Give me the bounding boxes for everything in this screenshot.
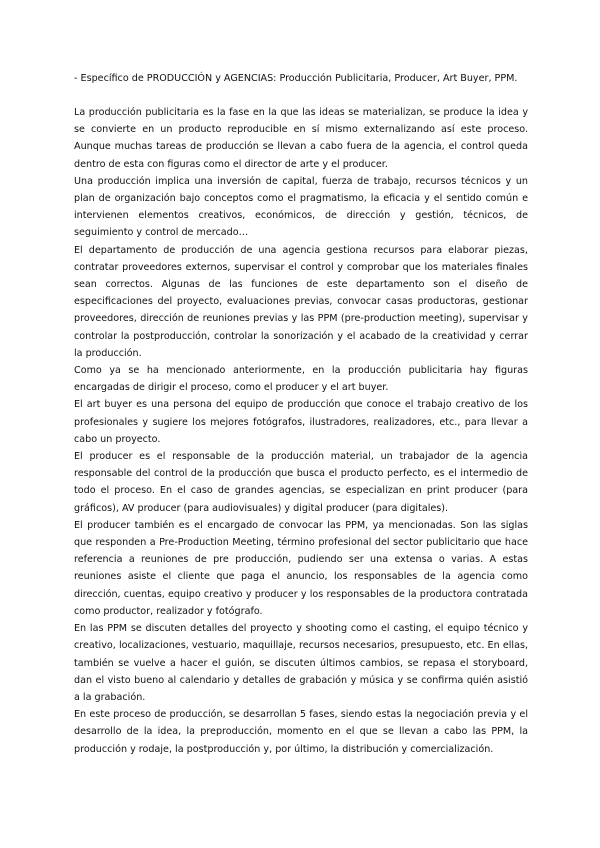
paragraph-ppm-details: En las PPM se discuten detalles del proyecto y shooting como el casting, el equipo técnico y creativo, localizaciones, vestuario, maquillaje, recursos necesarios, presupuesto, etc. En ellas, también se vuelve a hacer el guión, se discuten últimos cambios, se repasa el storyboard, dan el visto bueno al calendario y detalles de grabación y música y se confirma quién asistió a la grabación. [74,623,528,703]
paragraph-producer: El producer es el responsable de la producción material, un trabajador de la agencia responsable del control de la producción que busca el producto perfecto, es el intermedio de todo el proceso. En el caso de grandes agencias, se especializan en print producer (para gráficos), AV producer (para audiovisuales) y digital producer (para digitales). [74,451,528,514]
section-heading: - Específico de PRODUCCIÓN y AGENCIAS: Producción Publicitaria, Producer, Art Buyer, PPM. [74,73,518,84]
paragraph-ppm: El producer también es el encargado de convocar las PPM, ya mencionadas. Son las siglas que responden a Pre-Production Meeting, término profesional del sector publicitario que hace referencia a reuniones de pre producción, pudiendo ser una extensa o varias. A estas reuniones asiste el cliente que paga el anuncio, los responsables de la agencia como dirección, cuentas, equipo creativo y producer y los responsables de la productora contratada como productor, realizador y fotógrafo. [74,519,528,617]
document-body [74,70,528,758]
paragraph-production-figures: Como ya se ha mencionado anteriormente, en la producción publicitaria hay figuras encargadas de dirigir el proceso, como el producer y el art buyer. [74,365,528,394]
paragraph-production-investment: Una producción implica una inversión de capital, fuerza de trabajo, recursos técnicos y un plan de organización bajo conceptos como el pragmatismo, la eficacia y el sentido común e intervienen elementos creativos, económicos, de dirección y gestión, técnicos, de seguimiento y control de mercado… [74,175,528,239]
paragraph-production-phases: En este proceso de producción, se desarrollan 5 fases, siendo estas la negociación previa y el desarrollo de la idea, la preproducción, momento en el que se llevan a cabo las PPM, la producción y rodaje, la postproducción y, por último, la distribución y comercialización. [74,709,528,755]
paragraph-production-definition: La producción publicitaria es la fase en la que las ideas se materializan, se produce la idea y se convierte en un producto reproducible en sí mismo externalizando así este proceso. Aunque muchas tareas de producción se llevan a cabo fuera de la agencia, el control queda dentro de esta con figuras como el director de arte y el producer. [74,107,528,170]
paragraph-art-buyer: El art buyer es una persona del equipo de producción que conoce el trabajo creativo de los profesionales y sugiere los mejores fotógrafos, ilustradores, realizadores, etc., para llevar a cabo un proyecto. [74,399,528,445]
paragraph-production-department: El departamento de producción de una agencia gestiona recursos para elaborar piezas, contratar proveedores externos, supervisar el control y comprobar que los materiales finales sean correctos. Algunas de las funciones de este departamento son el diseño de especificaciones del proyecto, evaluaciones previas, convocar casas productoras, gestionar proveedores, dirección de reuniones previas y las PPM (pre-production meeting), supervisar y controlar la postproducción, controlar la sonorización y el acabado de la creatividad y cerrar la producción. [74,244,528,359]
